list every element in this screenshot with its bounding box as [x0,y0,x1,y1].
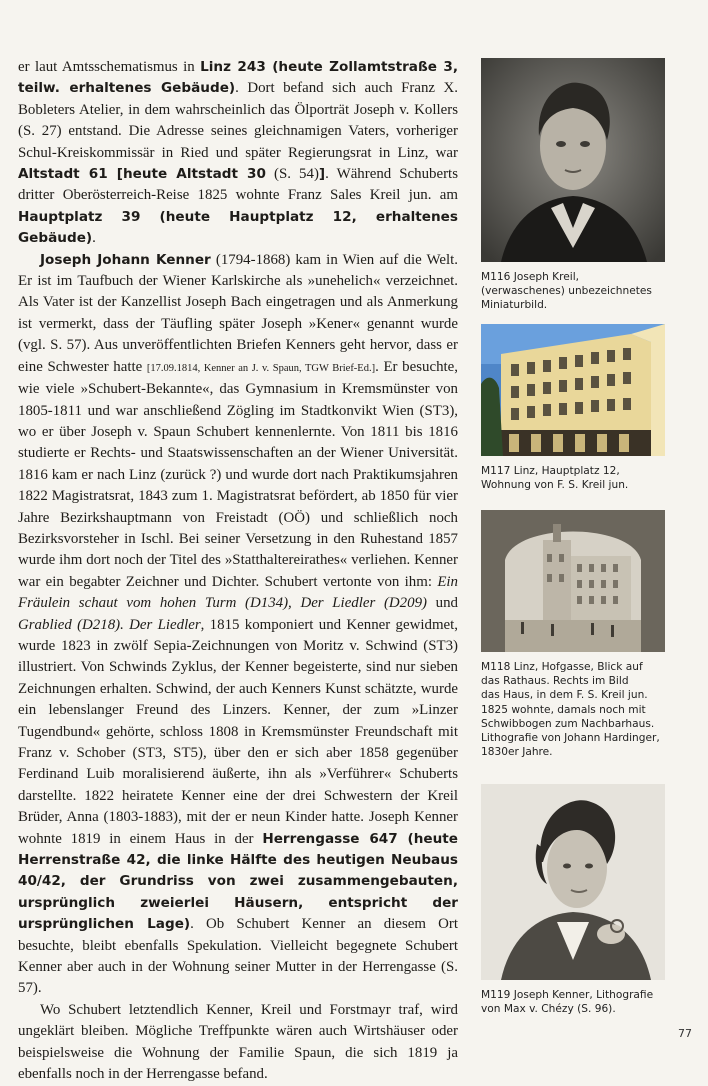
portrait-kreil-image [481,58,665,262]
text-run: er laut Amtsschematismus in [18,59,201,75]
text-run: Wo Schubert letztendlich Kenner, Kreil und Forstmayr traf, wird ungeklärt bleiben. Mögliche Treffpunkte wären auch Wirtshäuser oder beispielsweise die Wohnung der Familie Spaun, die sich 1819 ja ebenfalls noch in der Herrengasse befand. [18,1001,458,1083]
citation: [17.09.1814, Kenner an J. v. Spaun, TGW Brief-Ed.] [146,362,376,374]
address-highlight: Altstadt 61 [heute Altstadt 30 [18,166,266,183]
figure-m119-caption: M119 Joseph Kenner, Lithografie von Max v. Chézy (S. 96). [481,989,654,1016]
song-title: Ein Fräulein schaut vom hohen Turm (D134), Der Liedler (D209) [18,573,458,612]
lithograph-hofgasse-image [481,510,665,652]
photo-hauptplatz-image [481,324,665,456]
text-run: (S. 54) [265,166,319,183]
text-run: , 1815 komponiert und Kenner gewidmet, wurde 1823 in zwölf Sepia-Zeichnungen von Moritz v. Schwind (ST3) illustriert. Von Schwinds Zyklus, der Kenner begeisterte, sind nur sieben Zeichnungen erhalten. Schwind, der auch Kenners Kunst schätzte, wurde ein lebenslanger Freund des Linzers. Kenner, der zum »Linzer Tugendbund« gehörte, schloss 1808 in Kremsmünster Freundschaft mit Franz v. Schober (ST3, ST5), über den er sich aber 1858 gegenüber Ferdinand Luib moralisierend äußerte, ihn als »Verführer« Schuberts darstellte. 1822 heiratete Kenner eine der drei Schwestern der Kreil Brüder, Anna (1803-1883), mit der er neun Kinder hatte. Joseph Kenner wohnte 1819 in einem Haus in der [18,616,458,847]
main-text-column [18,57,458,1086]
figure-m117 [481,324,665,492]
text-run: . Er besuchte, wie viele »Schubert-Bekannte«, das Gymnasium in Kremsmünster von 1805-1811 und war anschließend Zögling im Stadtkonvikt Wien (ST3), wo er über Joseph v. Spaun Schubert kennenlernte. Von 1811 bis 1816 studierte er Rechts- und Staatswissenschaften an der Wiener Universität. 1816 kam er nach Linz (zurück ?) und wurde dort nach Praktikumsjahren 1822 Magistratsrat, 1843 zum 1. Magistratsrat befördert, ab 1850 für vier Jahre Bezirkshauptmann von Freistadt (OÖ) und schließlich noch Bezirksvorsteher in Ischl. Bei seiner Versetzung in den Ruhestand 1857 wurde ihm dort noch der Titel des »Statthaltereirathes« verliehen. Kenner war ein begabter Zeichner und Dichter. Schubert vertonte von ihm: [18,358,458,590]
text-run: . Dort befand sich auch Franz X. Bobleters Atelier, in dem wahrscheinlich das Ölporträt Joseph v. Kollers (S. 27) entstand. Die Adresse seines gleichnamigen Vaters, vorheriger Schul-Kreiskommissär in Ried und später Regierungsrat in Linz, war [18,80,458,161]
text-run: . [92,230,96,247]
song-title: Grablied (D218). Der Liedler [18,616,201,633]
figure-m118-caption: M118 Linz, Hofgasse, Blick auf das Rathaus. Rechts im Bild das Haus, in dem F. S. Kreil jun. 1825 wohnte, damals noch mit Schwibbogen zum Nachbarhaus. Lithografie von Johann Hardinger, 1830er Jahre. [481,661,660,759]
address-highlight: ] [318,166,326,183]
text-run: . Während Schuberts dritter Oberösterreich-Reise 1825 wohnte Franz Sales Kreil jun. am [18,166,458,204]
address-highlight: Linz 243 (heute Zollamtstraße 3, teilw. erhaltenes Gebäude) [18,59,458,97]
text-run: (1794-1868) kam in Wien auf die Welt. Er ist im Taufbuch der Wiener Karlskirche als »unehelich« verzeichnet. Als Vater ist der Kanzellist Joseph Bach eingetragen und als Anmerkung ist vermerkt, dass der Täufling später Joseph »Kener« genannt wurde (vgl. S. 57). Aus unveröffentlichten Briefen Kenners geht hervor, dass er eine Schwester hatte [18,251,458,375]
text-run: und [426,595,458,612]
figure-m118 [481,510,665,759]
figure-m117-caption: M117 Linz, Hauptplatz 12, Wohnung von F. S. Kreil jun. [481,465,629,492]
figure-m119 [481,784,665,1016]
lithograph-kenner-image [481,784,665,980]
paragraph-kenner [18,250,458,1000]
text-run: . Ob Schubert Kenner an diesem Ort besuchte, bleibt ebenfalls Spekulation. Vielleicht begegnete Schubert Kenner aber auch in der Wohnung seiner Mutter in der Herrengasse (S. 57). [18,916,458,997]
page-number: 77 [678,1027,692,1040]
address-highlight: Herrengasse 647 (heute Herrenstraße 42, die linke Hälfte des heutigen Neubaus 40/42, der Grundriss von zwei zusammengebauten, ursprünglich zweierlei Häusern, entspricht der ursprünglichen Lage) [18,830,458,933]
figure-m116 [481,58,665,313]
address-highlight: Hauptplatz 39 (heute Hauptplatz 12, erhaltenes Gebäude) [18,208,458,247]
paragraph-1 [18,57,458,250]
address-highlight: Joseph Johann Kenner [40,251,211,268]
paragraph-conclusion [18,1000,458,1086]
figure-m116-caption: M116 Joseph Kreil, (verwaschenes) unbezeichnetes Miniaturbild. [481,271,652,312]
